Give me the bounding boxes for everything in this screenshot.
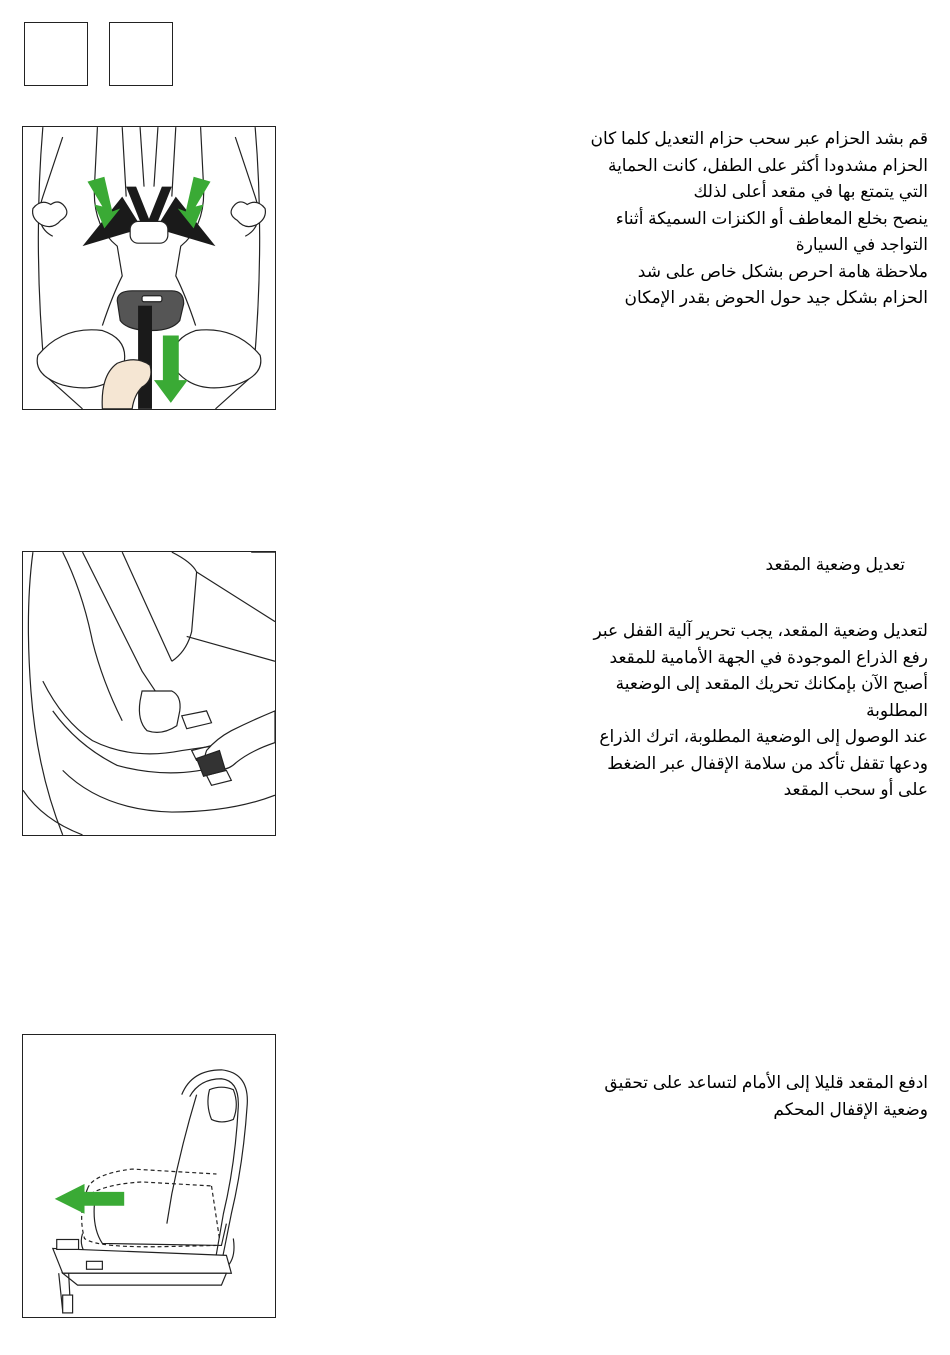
section2-line-3: أصبح الآن بإمكانك تحريك المقعد إلى الوضعية — [615, 674, 928, 693]
seat-recline-illustration — [22, 551, 276, 836]
section1-line-2: الحزام مشدودا أكثر على الطفل، كانت الحماية — [607, 155, 928, 175]
section2-line-7: على أو سحب المقعد — [783, 780, 928, 799]
section3-line-2: وضعية الإقفال المحكم — [773, 1099, 928, 1119]
harness-tighten-illustration — [22, 126, 276, 410]
section1-line-7: الحزام بشكل جيد حول الحوض بقدر الإمكان — [624, 288, 928, 307]
section2-line-5: عند الوصول إلى الوضعية المطلوبة، اترك الذراع — [599, 727, 928, 746]
seat-push-forward-illustration — [22, 1034, 276, 1318]
section2-text — [593, 618, 928, 804]
section1-line-6: ملاحظة هامة احرص بشكل خاص على شد — [637, 261, 928, 281]
section3-line-1: ادفع المقعد قليلا إلى الأمام لتساعد على تحقيق — [604, 1073, 928, 1092]
header-box-1 — [24, 22, 88, 86]
section1-text — [590, 126, 928, 312]
section2-line-2: رفع الذراع الموجودة في الجهة الأمامية للمقعد — [609, 647, 928, 667]
section2-line-4: المطلوبة — [866, 700, 928, 720]
section1-line-4: ينصح بخلع المعاطف أو الكنزات السميكة أثناء — [615, 208, 928, 228]
section2-heading: تعديل وضعية المقعد — [765, 555, 905, 574]
section1-line-3: التي يتمتع بها في مقعد أعلى لذلك — [693, 182, 928, 201]
section1-line-5: التواجد في السيارة — [795, 235, 928, 254]
section3-text — [604, 1070, 928, 1123]
section2-line-6: ودعها تقفل تأكد من سلامة الإقفال عبر الضغط — [607, 753, 928, 773]
section2-line-1: لتعديل وضعية المقعد، يجب تحرير آلية القفل عبر — [593, 621, 928, 640]
header-box-2 — [109, 22, 173, 86]
section1-line-1: قم بشد الحزام عبر سحب حزام التعديل كلما كان — [590, 129, 928, 148]
